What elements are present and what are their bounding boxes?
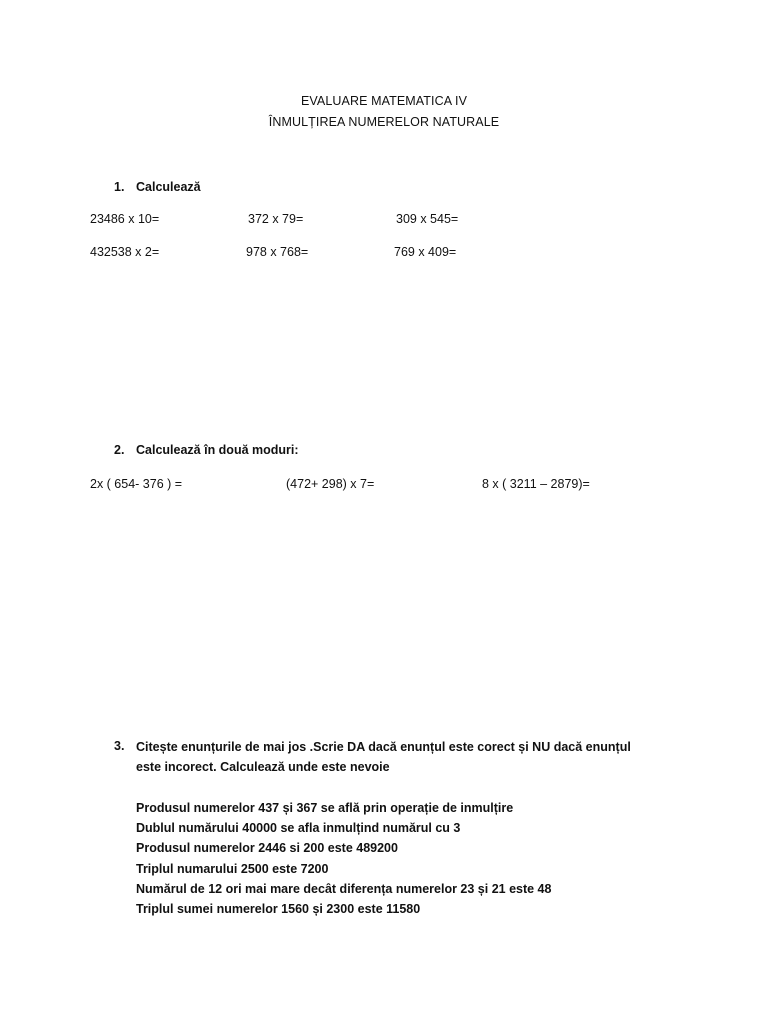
question-1-number: 1. bbox=[114, 180, 125, 194]
question-2-label: Calculează în două moduri: bbox=[136, 443, 299, 457]
worksheet-title: EVALUARE MATEMATICA IV bbox=[300, 94, 468, 108]
exercise-1-d: 432538 x 2= bbox=[90, 245, 160, 259]
exercise-1-f: 769 x 409= bbox=[394, 245, 457, 259]
statement-list bbox=[136, 798, 551, 919]
exercise-2-b: (472+ 298) x 7= bbox=[286, 477, 375, 491]
statement-item: Triplul sumei numerelor 1560 și 2300 este 11580 bbox=[136, 902, 421, 917]
question-3-instruction: Citește enunțurile de mai jos .Scrie DA dacă enunțul este corect și NU dacă enunțul este incorect. Calculează unde este nevoie bbox=[136, 740, 631, 774]
exercise-1-a: 23486 x 10= bbox=[90, 212, 160, 226]
statement-item: Produsul numerelor 437 și 367 se află prin operație de inmulțire bbox=[136, 801, 514, 815]
question-3-number: 3. bbox=[114, 739, 125, 753]
exercise-1-c: 309 x 545= bbox=[396, 212, 459, 226]
exercise-2-a: 2x ( 654- 376 ) = bbox=[90, 477, 183, 491]
exercise-2-c: 8 x ( 3211 – 2879)= bbox=[482, 477, 590, 491]
statement-item: Numărul de 12 ori mai mare decât diferența numerelor 23 și 21 este 48 bbox=[136, 881, 552, 896]
worksheet-subtitle: ÎNMULȚIREA NUMERELOR NATURALE bbox=[268, 115, 500, 129]
statement-item: Produsul numerelor 2446 si 200 este 489200 bbox=[136, 841, 398, 856]
statement-item: Dublul numărului 40000 se afla inmulțind numărul cu 3 bbox=[136, 821, 461, 836]
statement-item: Triplul numarului 2500 este 7200 bbox=[136, 861, 329, 876]
exercise-1-b: 372 x 79= bbox=[248, 212, 304, 226]
question-2-number: 2. bbox=[114, 443, 125, 457]
exercise-1-e: 978 x 768= bbox=[246, 245, 309, 259]
question-1-label: Calculează bbox=[136, 180, 201, 194]
